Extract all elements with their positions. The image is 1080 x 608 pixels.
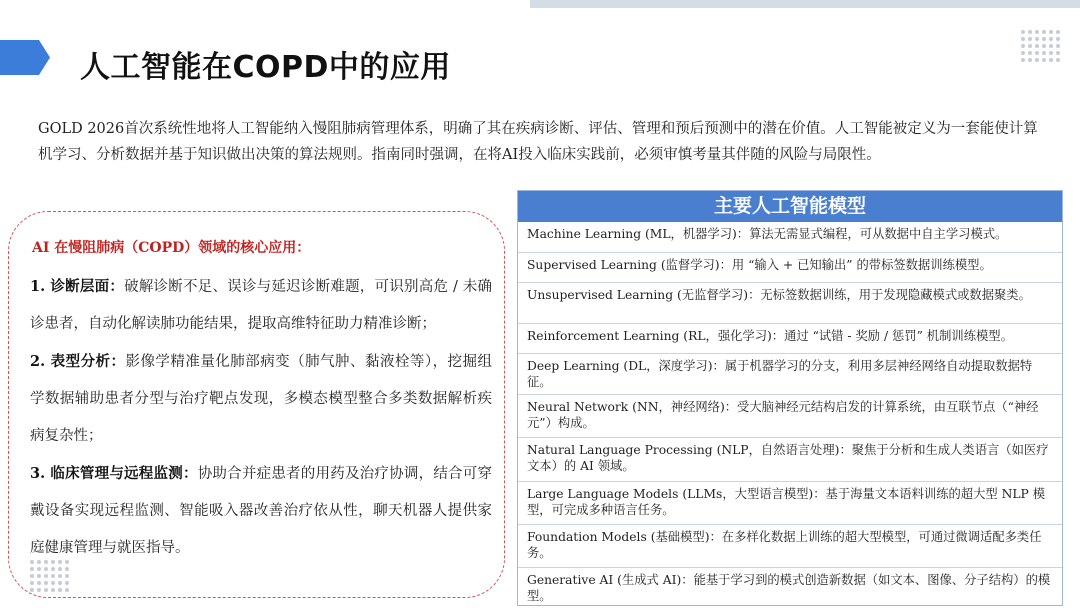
dot (1028, 51, 1032, 55)
dot (30, 567, 34, 571)
table-row: Foundation Models (基础模型)：在多样化数据上训练的超大型模型，可通过微调适配多类任务。 (518, 524, 1062, 567)
dot (1042, 30, 1046, 34)
applications-list (30, 268, 492, 567)
ai-models-table (517, 190, 1063, 606)
dot-grid-decoration (30, 560, 69, 592)
table-row: Natural Language Processing (NLP，自然语言处理)：聚焦于分析和生成人类语言（如医疗文本）的 AI 领域。 (518, 437, 1062, 481)
dot (1049, 51, 1053, 55)
dot (1042, 58, 1046, 62)
dot (1021, 58, 1025, 62)
table-header: 主要人工智能模型 (518, 191, 1062, 222)
application-item: 3. 临床管理与远程监测：协助合并症患者的用药及治疗协调，结合可穿戴设备实现远程监测、智能吸入器改善治疗依从性，聊天机器人提供家庭健康管理与就医指导。 (30, 465, 493, 556)
dot (65, 560, 69, 564)
dot (30, 574, 34, 578)
dot (58, 567, 62, 571)
table-row: Generative AI (生成式 AI)：能基于学习到的模式创造新数据（如文本、图像、分子结构）的模型。 (518, 567, 1062, 608)
dot (1028, 30, 1032, 34)
dot (1049, 30, 1053, 34)
dot (1035, 51, 1039, 55)
dot (1049, 37, 1053, 41)
dot (65, 574, 69, 578)
dot (37, 567, 41, 571)
dot (65, 581, 69, 585)
intro-paragraph: GOLD 2026首次系统性地将人工智能纳入慢阻肺病管理体系，明确了其在疾病诊断、评估、管理和预后预测中的潜在价值。人工智能被定义为一套能使计算机学习、分析数据并基于知识做出决策的算法规则。指南同时强调，在将AI投入临床实践前，必须审慎考量其伴随的风险与局限性。 (38, 121, 1038, 163)
dot (30, 560, 34, 564)
table-row: Large Language Models (LLMs，大型语言模型)：基于海量文本语料训练的超大型 NLP 模型，可完成多种语言任务。 (518, 481, 1062, 524)
dot (44, 581, 48, 585)
dot (1042, 37, 1046, 41)
dot (51, 560, 55, 564)
dot (51, 574, 55, 578)
dot (1021, 51, 1025, 55)
dot (1021, 30, 1025, 34)
dot (1021, 44, 1025, 48)
table-row: Reinforcement Learning (RL，强化学习)：通过 “试错 - 奖励 / 惩罚” 机制训练模型。 (518, 323, 1062, 353)
dot (1028, 44, 1032, 48)
table-row: Neural Network (NN，神经网络)：受大脑神经元结构启发的计算系统，由互联节点（“神经元”）构成。 (518, 394, 1062, 437)
dot (1049, 44, 1053, 48)
dot (1049, 58, 1053, 62)
dot (65, 588, 69, 592)
dot (51, 567, 55, 571)
dot (1056, 51, 1060, 55)
dot-grid-decoration (1021, 30, 1060, 62)
table-row: Unsupervised Learning (无监督学习)：无标签数据训练，用于发现隐藏模式或数据聚类。 (518, 282, 1062, 323)
dot (1028, 37, 1032, 41)
dot (1035, 37, 1039, 41)
dot (30, 588, 34, 592)
dot (44, 567, 48, 571)
dot (1042, 51, 1046, 55)
dot (37, 574, 41, 578)
table-row: Supervised Learning (监督学习)：用 “输入 + 已知输出” 的带标签数据训练模型。 (518, 252, 1062, 282)
dot (44, 588, 48, 592)
application-item: 2. 表型分析：影像学精准量化肺部病变（肺气肿、黏液栓等），挖掘组学数据辅助患者分型与治疗靶点发现，多模态模型整合多类数据解析疾病复杂性； (30, 353, 492, 444)
dot (30, 581, 34, 585)
dot (37, 581, 41, 585)
table-row: Machine Learning (ML，机器学习)：算法无需显式编程，可从数据中自主学习模式。 (527, 227, 1008, 241)
dot (58, 574, 62, 578)
dot (1028, 58, 1032, 62)
dot (1035, 30, 1039, 34)
dot (1042, 44, 1046, 48)
dot (51, 581, 55, 585)
title-arrow-icon (0, 40, 50, 75)
dot (1056, 44, 1060, 48)
dot (51, 588, 55, 592)
dot (65, 567, 69, 571)
dot (1056, 37, 1060, 41)
dot (1056, 30, 1060, 34)
page-title: 人工智能在COPD中的应用 (80, 50, 451, 85)
dot (1035, 44, 1039, 48)
top-decoration-bar (530, 0, 1080, 8)
dot (1035, 58, 1039, 62)
dot (1021, 37, 1025, 41)
dot (37, 560, 41, 564)
applications-heading: AI 在慢阻肺病（COPD）领域的核心应用： (32, 240, 311, 256)
dot (37, 588, 41, 592)
dot (58, 560, 62, 564)
application-item: 1. 诊断层面：破解诊断不足、误诊与延迟诊断难题，可识别高危 / 未确诊患者，自动化解读肺功能结果，提取高维特征助力精准诊断； (30, 278, 493, 332)
table-row: Deep Learning (DL，深度学习)：属于机器学习的分支，利用多层神经网络自动提取数据特征。 (518, 353, 1062, 394)
dot (58, 588, 62, 592)
dot (44, 560, 48, 564)
dot (1056, 58, 1060, 62)
dot (58, 581, 62, 585)
dot (44, 574, 48, 578)
